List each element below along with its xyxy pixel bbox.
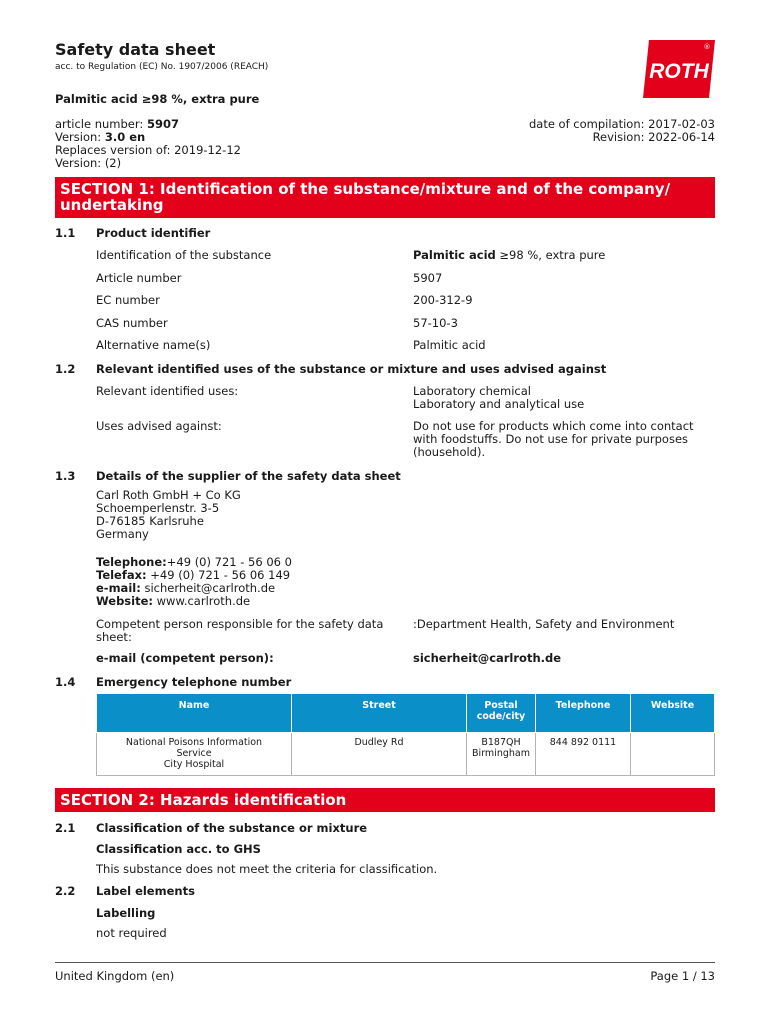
revision-date: Revision: 2022-06-14	[592, 130, 715, 144]
logo-text: ROTH	[649, 60, 709, 83]
cell-name-line: Service	[176, 748, 212, 759]
telefax-label: Telefax:	[96, 568, 147, 582]
company-street: Schoemperlenstr. 3-5	[96, 501, 220, 515]
advised-against-line: Do not use for products which come into contact	[413, 419, 694, 433]
document-title: Safety data sheet	[55, 40, 216, 59]
substance-name: Palmitic acid	[413, 248, 496, 262]
classification-heading: Classification of the substance or mixture	[96, 821, 368, 835]
footer-page-number: Page 1 / 13	[650, 969, 715, 983]
company-city: D-76185 Karlsruhe	[96, 514, 204, 528]
telephone-label: Telephone:	[96, 555, 167, 569]
version-number: 3.0 en	[104, 130, 146, 144]
competent-person-label-line: sheet:	[96, 630, 132, 644]
identifier-label: EC number	[96, 293, 160, 307]
relevant-uses-heading: Relevant identified uses of the substance or mixture and uses advised against	[96, 362, 607, 376]
website-label: Website:	[96, 594, 153, 608]
subsection-number: 1.3	[55, 469, 76, 483]
compilation-date: date of compilation: 2017-02-03	[528, 117, 715, 131]
cell-name-line: City Hospital	[163, 759, 225, 770]
section-1-header: SECTION 1: Identification of the substance/mixture and of the company/ undertaking	[55, 177, 715, 218]
cell-website	[631, 733, 715, 776]
supplier-contacts	[96, 556, 292, 608]
cell-postal-line: B187QH	[481, 737, 521, 748]
table-header-website: Website	[631, 694, 715, 733]
labelling-text: not required	[96, 926, 167, 940]
identifier-value	[413, 249, 605, 262]
labelling-heading: Labelling	[96, 906, 156, 920]
subsection-number: 2.2	[55, 884, 76, 898]
identifier-value: 200-312-9	[413, 293, 473, 307]
subsection-number: 1.1	[55, 226, 76, 240]
advised-against-value	[413, 420, 694, 459]
emergency-heading: Emergency telephone number	[96, 675, 292, 689]
competent-person-label	[96, 618, 383, 644]
advised-against-label: Uses advised against:	[96, 419, 222, 433]
table-header-telephone: Telephone	[536, 694, 631, 733]
cell-postal-line: Birmingham	[472, 748, 530, 759]
cell-postal	[467, 733, 536, 776]
competent-email-label: e-mail (competent person):	[96, 651, 274, 665]
ghs-heading: Classification acc. to GHS	[96, 842, 261, 856]
identifier-value: 5907	[413, 271, 443, 285]
advised-against-line: (household).	[413, 445, 486, 459]
table-header-postal: Postal code/city	[467, 694, 536, 733]
advised-against-line: with foodstuffs. Do not use for private purposes	[413, 432, 689, 446]
competent-email-value[interactable]: sicherheit@carlroth.de	[413, 651, 562, 665]
roth-logo	[643, 40, 715, 98]
date-info	[529, 118, 715, 144]
identifier-label: Article number	[96, 271, 182, 285]
identifier-value: Palmitic acid	[413, 338, 486, 352]
table-row	[97, 733, 715, 776]
roth-logo-graphic	[643, 40, 715, 98]
table-header-row	[97, 694, 715, 733]
article-number: 5907	[146, 117, 179, 131]
version-label: Version:	[55, 130, 102, 144]
website-value[interactable]: www.carlroth.de	[153, 594, 251, 608]
cell-name	[97, 733, 292, 776]
product-identifier-heading: Product identifier	[96, 226, 211, 240]
cell-telephone: 844 892 0111	[536, 733, 631, 776]
uses-line: Laboratory chemical	[413, 384, 531, 398]
supplier-heading: Details of the supplier of the safety data sheet	[96, 469, 401, 483]
identifier-label: Alternative name(s)	[96, 338, 211, 352]
telefax-value: +49 (0) 721 - 56 06 149	[146, 568, 291, 582]
competent-person-value: :Department Health, Safety and Environment	[413, 617, 675, 631]
emergency-contacts-table	[96, 693, 715, 776]
identifier-label: CAS number	[96, 316, 168, 330]
supplier-address	[96, 489, 241, 541]
article-number-label: article number:	[55, 117, 144, 131]
subsection-number: 2.1	[55, 821, 76, 835]
version-info	[55, 118, 241, 170]
old-version: Version: (2)	[55, 156, 122, 170]
table-header-street: Street	[292, 694, 467, 733]
regulation-subtitle: acc. to Regulation (EC) No. 1907/2006 (REACH)	[55, 62, 269, 72]
table-header-name: Name	[97, 694, 292, 733]
telephone-value: +49 (0) 721 - 56 06 0	[166, 555, 292, 569]
email-label: e-mail:	[96, 581, 141, 595]
cell-street: Dudley Rd	[292, 733, 467, 776]
footer-divider	[55, 962, 715, 963]
label-elements-heading: Label elements	[96, 884, 195, 898]
company-country: Germany	[96, 527, 149, 541]
identifier-label: Identification of the substance	[96, 248, 272, 262]
identifier-value: 57-10-3	[413, 316, 458, 330]
company-name: Carl Roth GmbH + Co KG	[96, 488, 241, 502]
uses-value	[413, 385, 584, 411]
logo-registered-mark: ®	[703, 43, 711, 51]
email-value[interactable]: sicherheit@carlroth.de	[140, 581, 276, 595]
replaces-version: Replaces version of: 2019-12-12	[55, 143, 241, 157]
ghs-text: This substance does not meet the criteria for classification.	[96, 862, 438, 876]
competent-person-label-line: Competent person responsible for the safety data	[96, 617, 384, 631]
subsection-number: 1.4	[55, 675, 76, 689]
uses-line: Laboratory and analytical use	[413, 397, 585, 411]
uses-label: Relevant identified uses:	[96, 384, 239, 398]
section-2-header: SECTION 2: Hazards identification	[55, 788, 715, 812]
cell-name-line: National Poisons Information	[125, 737, 263, 748]
subsection-number: 1.2	[55, 362, 76, 376]
substance-purity: ≥98 %, extra pure	[495, 248, 606, 262]
footer-locale: United Kingdom (en)	[55, 969, 175, 983]
product-name: Palmitic acid ≥98 %, extra pure	[55, 92, 260, 106]
